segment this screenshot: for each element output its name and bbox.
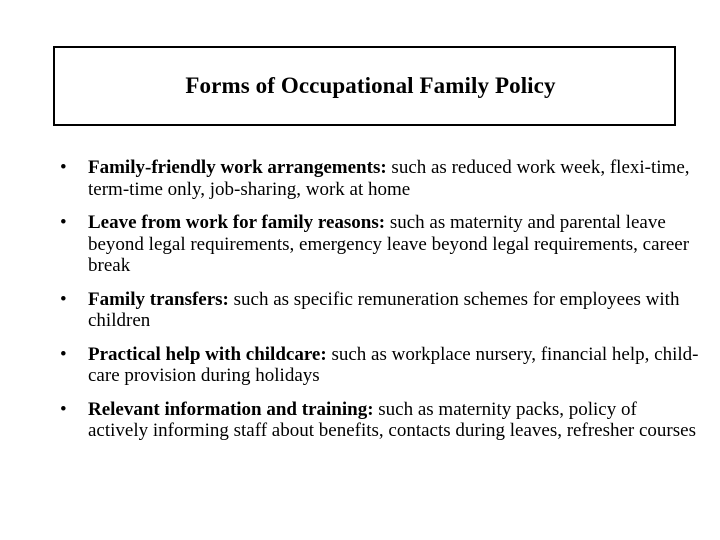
bullet-icon: •	[60, 398, 67, 420]
bullet-text: such as reduced work week, flexi-time, term-time only, job-sharing, work at home	[88, 157, 690, 200]
bullet-term: Family transfers:	[88, 288, 229, 310]
bullet-item-childcare	[60, 344, 700, 387]
bullet-term: Practical help with childcare:	[88, 343, 327, 365]
bullet-text: such as maternity and parental leave beyond legal requirements, emergency leave beyond legal requirements, career break	[88, 212, 690, 276]
title-box	[53, 46, 676, 126]
bullet-icon: •	[60, 212, 67, 233]
bullet-icon: •	[60, 157, 67, 178]
bullet-term: Leave from work for family reasons:	[88, 212, 386, 233]
bullet-icon: •	[60, 288, 67, 310]
bullet-item-family-transfers	[60, 289, 700, 332]
bullet-text: such as specific remuneration schemes for employees with children	[88, 288, 680, 331]
bullet-text: such as workplace nursery, financial help, child-care provision during holidays	[88, 343, 699, 386]
bullet-item-work-arrangements	[60, 157, 700, 200]
bullet-term: Relevant information and training:	[88, 398, 374, 420]
bullet-item-leave	[60, 212, 700, 277]
bullet-term: Family-friendly work arrangements:	[88, 157, 387, 178]
bullet-text: such as maternity packs, policy of actively informing staff about benefits, contacts during leaves, refresher courses	[88, 398, 696, 441]
slide-title: Forms of Occupational Family Policy	[185, 73, 556, 98]
bullet-list	[60, 157, 700, 454]
bullet-icon: •	[60, 343, 67, 365]
bullet-item-information-training	[60, 399, 700, 442]
